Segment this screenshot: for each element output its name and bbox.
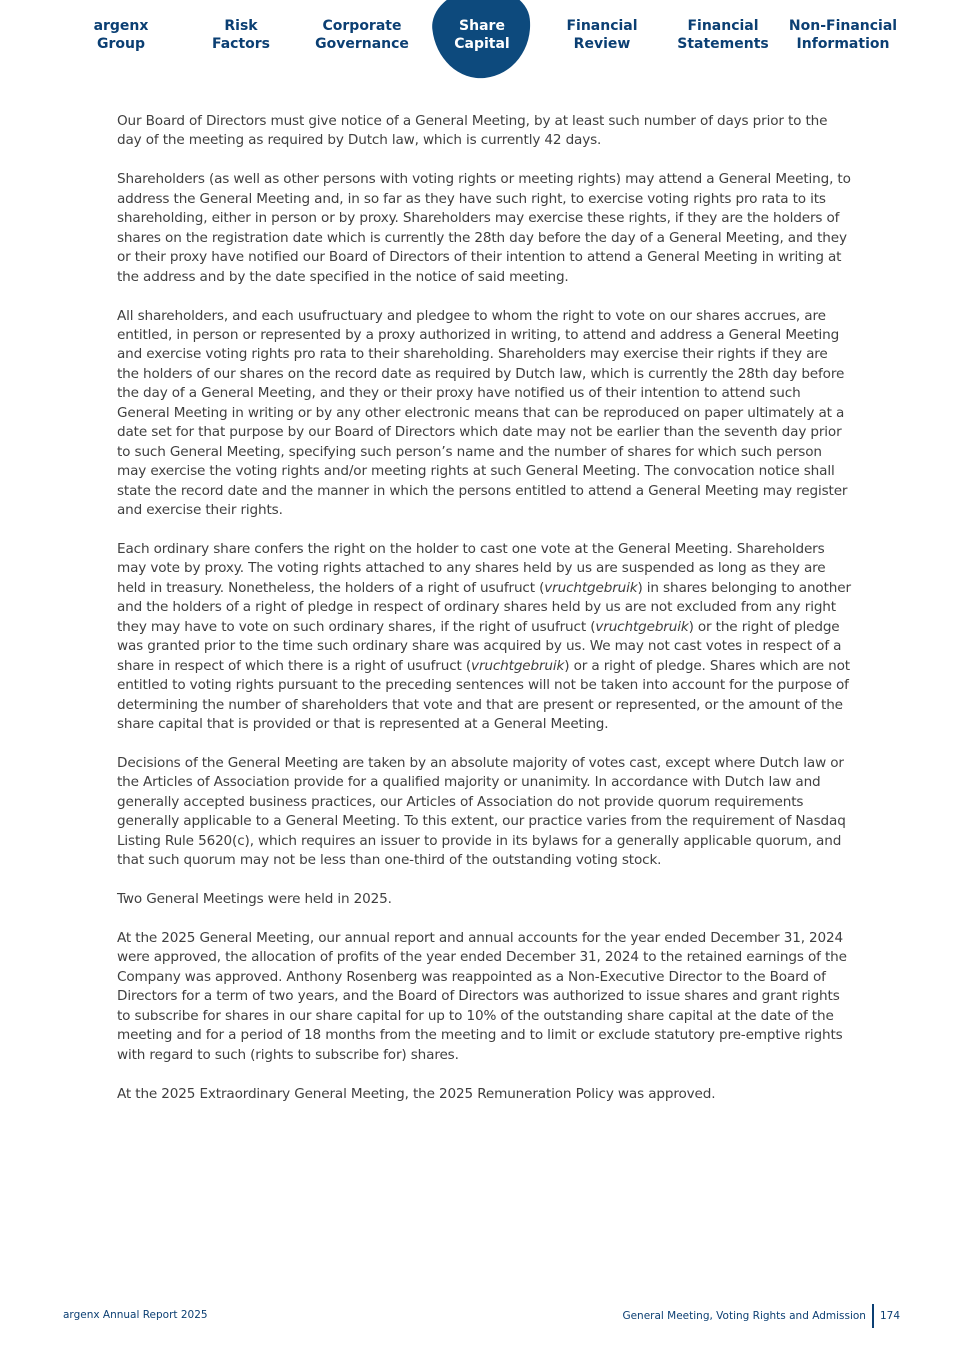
nav-tab-label-line2: Group — [96, 36, 145, 52]
nav-tab-label-line2: Capital — [454, 36, 510, 52]
text-segment: ) in shares belonging to another and the holders of a right of pledge in respect of ordinary shares held by us are not excluded from any right they may have to vote on such ordinary shares, if the right of usufruct ( — [117, 579, 851, 635]
nav-tab-financial-statements[interactable] — [663, 17, 783, 53]
paragraph-notice: Our Board of Directors must give notice of a General Meeting, by at least such number of days prior to the day of the meeting as required by Dutch law, which is currently 42 days. — [117, 113, 828, 149]
nav-tab-corporate-governance[interactable] — [302, 17, 422, 53]
nav-tab-label-line2: Governance — [315, 36, 409, 52]
footer-divider — [872, 1304, 874, 1328]
footer-section-title: General Meeting, Voting Rights and Admission — [622, 1310, 866, 1322]
nav-tab-label-line1: Corporate — [322, 18, 402, 34]
dutch-term: vruchtgebruik — [471, 657, 565, 674]
paragraph-attendance: Shareholders (as well as other persons with voting rights or meeting rights) may attend a General Meeting, to address the General Meeting and, in so far as they have such right, to exercise voting rights pro rata to its shareholding, either in person or by proxy. Shareholders may exercise these rights, if they are the holders of shares on the registration date which is currently the 28th day before the day of a General Meeting, and they or their proxy have notified our Board of Directors of their intention to attend a General Meeting in writing at the address and by the date specified in the notice of said meeting. — [117, 171, 851, 285]
paragraph-voting-rights — [117, 540, 852, 735]
page-number: 174 — [879, 1310, 900, 1322]
footer-section-info — [622, 1304, 900, 1328]
nav-tab-label-line2: Statements — [677, 36, 769, 52]
nav-tab-share-capital[interactable] — [422, 17, 542, 53]
top-navigation — [0, 0, 964, 80]
text-segment: ) or the right of pledge was granted prior to the time such ordinary share was acquired by us. We may not cast votes in respect of a share in respect of which there is a right of usufruct ( — [117, 618, 842, 674]
nav-tab-non-financial-information[interactable] — [783, 17, 903, 53]
dutch-term: vruchtgebruik — [595, 618, 689, 635]
paragraph-meetings-held: Two General Meetings were held in 2025. — [117, 891, 392, 908]
paragraph-decisions-quorum: Decisions of the General Meeting are taken by an absolute majority of votes cast, except where Dutch law or the Articles of Association provide for a qualified majority or unanimity. In accordance with Dutch law and generally accepted business practices, our Articles of Association do not provide quorum requirements generally applicable to a General Meeting. To this extent, our practice varies from the requirement of Nasdaq Listing Rule 5620(c), which requires an issuer to provide in its bylaws for a generally applicable quorum, and that such quorum may not be less than one-third of the outstanding voting stock. — [117, 754, 846, 869]
nav-tab-label-line2: Information — [796, 36, 890, 52]
nav-tab-label-line1: Financial — [566, 18, 638, 34]
text-segment: Each ordinary share confers the right on the holder to cast one vote at the General Meeting. Shareholders may vote by proxy. The voting rights attached to any shares held by us are suspended as long as they are held in treasury. Nonetheless, the holders of a right of usufruct ( — [117, 540, 826, 596]
footer-report-title: argenx Annual Report 2025 — [63, 1309, 208, 1321]
body-text — [117, 112, 852, 1123]
paragraph-egm-2025: At the 2025 Extraordinary General Meeting, the 2025 Remuneration Policy was approved. — [117, 1085, 716, 1102]
paragraph-agm-2025: At the 2025 General Meeting, our annual report and annual accounts for the year ended December 31, 2024 were approved, the allocation of profits of the year ended December 31, 2024 to the retained earnings of the Company was approved. Anthony Rosenberg was reappointed as a Non-Executive Director to the Board of Directors for a term of two years, and the Board of Directors was authorized to issue shares and grant rights to subscribe for shares in our share capital for up to 10% of the outstanding share capital at the date of the meeting and for a period of 18 months from the meeting and to limit or exclude statutory pre-emptive rights with regard to such (rights to subscribe for) shares. — [117, 929, 847, 1063]
nav-tab-label-line1: Financial — [687, 18, 759, 34]
nav-tab-argenx-group[interactable] — [61, 17, 181, 53]
text-segment: ) or a right of pledge. Shares which are not entitled to voting rights pursuant to the preceding sentences will not be taken into account for the purpose of determining the number of shareholders that vote and that are present or represented, or the amount of the share capital that is provided or that is represented at a General Meeting. — [117, 657, 850, 732]
nav-tab-label-line2: Review — [573, 36, 631, 52]
nav-tab-financial-review[interactable] — [542, 17, 662, 53]
nav-tab-label-line1: Risk — [224, 18, 258, 34]
paragraph-shareholder-rights: All shareholders, and each usufructuary and pledgee to whom the right to vote on our shares accrues, are entitled, in person or represented by a proxy authorized in writing, to attend and address a General Meeting and exercise voting rights pro rata to their shareholding. Shareholders may exercise their rights if they are the holders of our shares on the record date as required by Dutch law, which is currently the 28th day before the day of a General Meeting, and they or their proxy have notified us of their intention to attend such General Meeting in writing or by any other electronic means that can be reproduced on paper ultimately at a date set for that purpose by our Board of Directors which date may not be earlier than the seventh day prior to such General Meeting, specifying such person’s name and the number of shares for which such person may exercise the voting rights and/or meeting rights at such General Meeting. The convocation notice shall state the record date and the manner in which the persons entitled to attend a General Meeting may register and exercise their rights. — [117, 307, 848, 519]
nav-tab-label-line1: argenx — [93, 18, 149, 34]
dutch-term: vruchtgebruik — [544, 579, 638, 596]
nav-tab-label-line1: Share — [459, 18, 505, 34]
nav-tab-label-line2: Factors — [211, 36, 271, 52]
nav-tab-label-line1: Non-Financial — [788, 18, 898, 34]
nav-tab-risk-factors[interactable] — [181, 17, 301, 53]
